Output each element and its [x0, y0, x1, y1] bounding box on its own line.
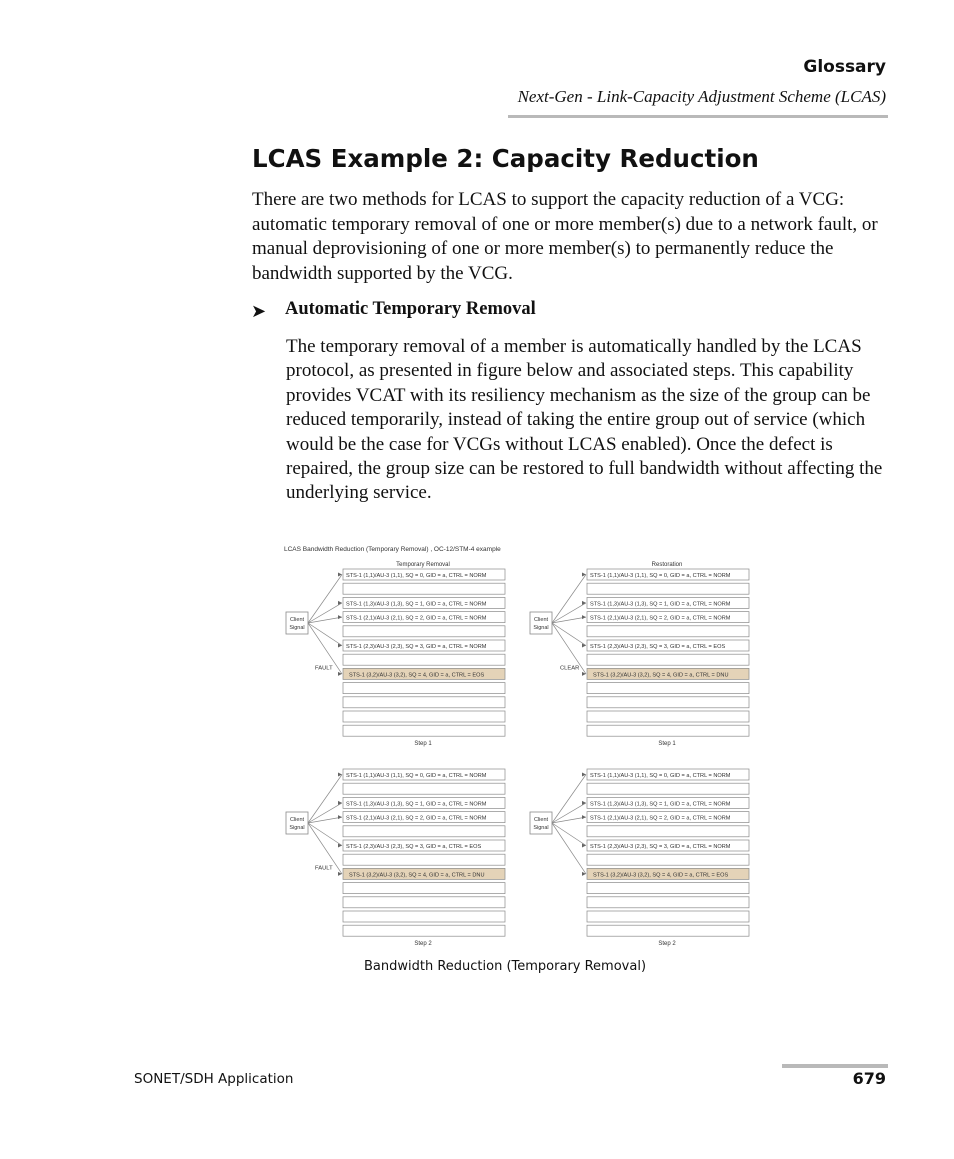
event-label: FAULT — [315, 665, 333, 672]
member-row-label: STS-1 (2,1)/AU-3 (2,1), SQ = 2, GID = a, CTRL = NORM — [590, 815, 731, 822]
client-signal-label: Signal — [289, 825, 305, 831]
connector-line — [552, 823, 586, 846]
member-row-label: STS-1 (1,1)/AU-3 (1,1), SQ = 0, GID = a, CTRL = NORM — [346, 773, 487, 779]
member-row-label: STS-1 (2,3)/AU-3 (2,3), SQ = 3, GID = a, CTRL = NORM — [346, 644, 487, 650]
member-row — [587, 725, 749, 736]
member-row — [343, 654, 505, 665]
section-heading: LCAS Example 2: Capacity Reduction — [252, 144, 759, 173]
member-row — [587, 925, 749, 936]
client-signal-label: Signal — [289, 625, 305, 631]
member-row — [587, 654, 749, 665]
arrowhead — [582, 815, 586, 819]
bullet-paragraph: The temporary removal of a member is automatically handled by the LCAS protocol, as presented in figure below and associated steps. This capability provides VCAT with its resiliency mechanism as the size of the group can be reduced temporarily, instead of taking the entire group out of service (which would be the case for VCGs without LCAS enabled). Once the defect is repaired, the group size can be restored to full bandwidth without affecting the underlying service. — [286, 336, 883, 504]
member-row — [587, 626, 749, 637]
step-label: Step 1 — [414, 741, 432, 747]
connector-line — [552, 575, 586, 624]
panel-heading: Temporary Removal — [396, 562, 450, 568]
member-row — [343, 826, 505, 837]
member-row — [587, 711, 749, 722]
arrowhead — [338, 615, 342, 619]
member-row-label: STS-1 (3,2)/AU-3 (3,2), SQ = 4, GID = a, CTRL = EOS — [593, 872, 729, 879]
client-signal-label: Signal — [533, 625, 549, 631]
connector-line — [552, 623, 586, 646]
member-row — [343, 883, 505, 894]
member-row-label: STS-1 (2,3)/AU-3 (2,3), SQ = 3, GID = a, CTRL = EOS — [590, 644, 726, 650]
intro-paragraph: There are two methods for LCAS to support the capacity reduction of a VCG: automatic temporary removal of one or more member(s) due to a network fault, or manual deprovisioning of one or more member(s) to permanently reduce the bandwidth supported by the VCG. — [252, 189, 878, 284]
member-row-label: STS-1 (2,1)/AU-3 (2,1), SQ = 2, GID = a, CTRL = NORM — [590, 615, 731, 622]
connector-line — [552, 823, 586, 874]
figure-title: LCAS Bandwidth Reduction (Temporary Removal) , OC-12/STM-4 example — [284, 546, 501, 553]
member-row-label: STS-1 (3,2)/AU-3 (3,2), SQ = 4, GID = a, CTRL = DNU — [349, 872, 485, 879]
member-row — [343, 711, 505, 722]
bullet-heading: Automatic Temporary Removal — [285, 299, 536, 319]
member-row — [343, 725, 505, 736]
member-row — [587, 683, 749, 694]
member-row-label: STS-1 (2,1)/AU-3 (2,1), SQ = 2, GID = a, CTRL = NORM — [346, 615, 487, 622]
header-rule — [508, 115, 888, 118]
member-row — [587, 883, 749, 894]
client-signal-label: Client — [289, 817, 305, 823]
member-row — [343, 683, 505, 694]
member-row-label: STS-1 (1,1)/AU-3 (1,1), SQ = 0, GID = a, CTRL = NORM — [590, 573, 731, 579]
connector-line — [552, 775, 586, 824]
step-label: Step 1 — [658, 741, 676, 747]
running-header-subtitle: Next-Gen - Link-Capacity Adjustment Scheme (LCAS) — [517, 87, 886, 106]
member-row — [587, 826, 749, 837]
arrowhead — [338, 815, 342, 819]
member-row — [343, 897, 505, 908]
footer-section: SONET/SDH Application — [134, 1071, 294, 1087]
member-row — [587, 583, 749, 594]
member-row — [587, 897, 749, 908]
member-row — [343, 925, 505, 936]
lcas-diagram — [282, 538, 752, 950]
member-row-label: STS-1 (1,3)/AU-3 (1,3), SQ = 1, GID = a, CTRL = NORM — [346, 801, 487, 808]
member-row-label: STS-1 (3,2)/AU-3 (3,2), SQ = 4, GID = a, CTRL = EOS — [349, 672, 485, 679]
footer-rule — [782, 1064, 888, 1068]
member-row-label: STS-1 (1,1)/AU-3 (1,1), SQ = 0, GID = a, CTRL = NORM — [590, 773, 731, 779]
step-label: Step 2 — [658, 941, 676, 947]
client-signal-label: Client — [533, 817, 549, 823]
member-row-label: STS-1 (2,3)/AU-3 (2,3), SQ = 3, GID = a, CTRL = EOS — [346, 844, 482, 850]
member-row-label: STS-1 (1,3)/AU-3 (1,3), SQ = 1, GID = a, CTRL = NORM — [590, 601, 731, 608]
connector-line — [308, 623, 342, 646]
panel-heading: Restoration — [651, 562, 683, 568]
connector-line — [308, 823, 342, 846]
figure-caption: Bandwidth Reduction (Temporary Removal) — [364, 959, 647, 974]
member-row — [343, 583, 505, 594]
member-row — [587, 854, 749, 865]
step-label: Step 2 — [414, 941, 432, 947]
member-row-label: STS-1 (2,1)/AU-3 (2,1), SQ = 2, GID = a, CTRL = NORM — [346, 815, 487, 822]
client-signal-label: Signal — [533, 825, 549, 831]
member-row-label: STS-1 (1,1)/AU-3 (1,1), SQ = 0, GID = a, CTRL = NORM — [346, 573, 487, 579]
member-row-label: STS-1 (1,3)/AU-3 (1,3), SQ = 1, GID = a, CTRL = NORM — [346, 601, 487, 608]
client-signal-label: Client — [289, 617, 305, 623]
member-row — [343, 626, 505, 637]
member-row — [587, 783, 749, 794]
bullet-arrow-icon: ➤ — [251, 301, 267, 321]
connector-line — [308, 575, 342, 624]
lcas-figure — [282, 538, 752, 950]
member-row — [343, 911, 505, 922]
member-row — [343, 783, 505, 794]
event-label: CLEAR — [560, 665, 580, 672]
member-row — [343, 854, 505, 865]
member-row-label: STS-1 (3,2)/AU-3 (3,2), SQ = 4, GID = a, CTRL = DNU — [593, 672, 729, 679]
running-header-title: Glossary — [803, 57, 886, 77]
connector-line — [308, 775, 342, 824]
member-row-label: STS-1 (2,3)/AU-3 (2,3), SQ = 3, GID = a, CTRL = NORM — [590, 844, 731, 850]
page-number: 679 — [852, 1069, 886, 1088]
event-label: FAULT — [315, 865, 333, 872]
member-row — [587, 911, 749, 922]
member-row — [343, 697, 505, 708]
member-row — [587, 697, 749, 708]
client-signal-label: Client — [533, 617, 549, 623]
member-row-label: STS-1 (1,3)/AU-3 (1,3), SQ = 1, GID = a, CTRL = NORM — [590, 801, 731, 808]
arrowhead — [582, 615, 586, 619]
